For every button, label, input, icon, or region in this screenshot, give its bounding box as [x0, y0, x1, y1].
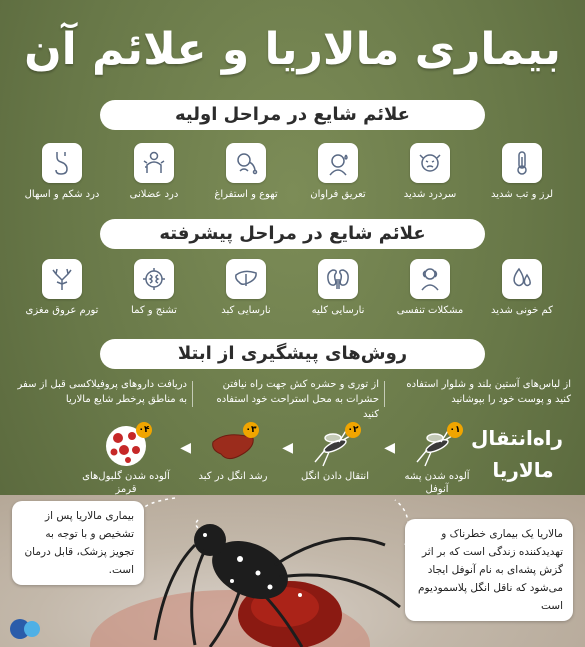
- step-label: آلوده شدن گلبول‌های قرمز: [82, 471, 170, 495]
- step-label: آلوده شدن پشه آنوفل: [404, 471, 470, 495]
- transmission-title-line: راه‌انتقال: [471, 426, 563, 450]
- vessels-icon: [42, 259, 82, 299]
- headache-icon: [410, 143, 450, 183]
- symptom-label: مشکلات تنفسی: [396, 305, 464, 316]
- prevention-item: از توری و حشره کش جهت راه نیافتن حشرات به محل استراحت خود استفاده کنید: [216, 379, 379, 420]
- arrow-icon: ◀: [384, 440, 395, 456]
- symptom-kidney: [293, 259, 383, 341]
- divider: [192, 381, 193, 407]
- symptom-seizure: [109, 259, 199, 341]
- definition-bubble: مالاریا یک بیماری خطرناک و تهدیدکننده زندگی است که بر اثر گزش پشه‌ای به نام آنوفل ایجاد می‌شود که ناقل انگل پلاسمودیوم است: [405, 519, 573, 621]
- symptom-label: سردرد شدید: [403, 189, 457, 200]
- liver-icon: [207, 422, 259, 468]
- symptom-vomiting: [201, 143, 291, 225]
- symptom-brain-vessels: [17, 259, 107, 341]
- symptom-muscle-pain: [109, 143, 199, 225]
- symptom-label: لرز و تب شدید: [490, 189, 554, 200]
- red-cells-icon: [100, 422, 152, 468]
- vomiting-icon: [226, 143, 266, 183]
- arrow-icon: ◀: [180, 440, 191, 456]
- symptom-label: نارسایی کبد: [221, 305, 271, 316]
- symptom-label: کم خونی شدید: [491, 305, 553, 316]
- sweating-icon: [318, 143, 358, 183]
- transmission-step-4: [81, 422, 171, 496]
- page-title: بیماری مالاریا و علائم آن: [24, 24, 561, 75]
- symptom-liver: [201, 259, 291, 341]
- transmission-step-3: [193, 422, 273, 483]
- symptom-breathing: [385, 259, 475, 341]
- step-number: ۰۱: [447, 422, 463, 438]
- symptom-stomach: [17, 143, 107, 225]
- mosquito-icon: [309, 422, 361, 468]
- transmission-step-2: [295, 422, 375, 483]
- early-symptoms-heading: علائم شایع در مراحل اولیه: [100, 100, 485, 130]
- early-symptoms-row: [18, 143, 567, 223]
- step-number: ۰۴: [136, 422, 152, 438]
- advanced-symptoms-heading: علائم شایع در مراحل پیشرفته: [100, 219, 485, 249]
- breathing-icon: [410, 259, 450, 299]
- blood-drop-icon: [502, 259, 542, 299]
- transmission-step-1: [397, 422, 477, 496]
- prevention-item: از لباس‌های آستین بلند و شلوار استفاده کنید و پوست خود را بپوشانید: [406, 379, 571, 405]
- step-number: ۰۲: [345, 422, 361, 438]
- symptom-headache: [385, 143, 475, 225]
- brain-icon: [134, 259, 174, 299]
- prevention-item: دریافت داروهای پروفیلاکسی قبل از سفر به مناطق پرخطر شایع مالاریا: [17, 379, 187, 405]
- symptom-label: تعریق فراوان: [310, 189, 366, 200]
- step-number: ۰۳: [243, 422, 259, 438]
- symptom-sweating: [293, 143, 383, 225]
- symptom-label: تشنج و کما: [131, 305, 177, 316]
- symptom-label: نارسایی کلیه: [311, 305, 365, 316]
- brand-logo: [6, 615, 46, 641]
- symptom-label: درد شکم و اسهال: [24, 189, 100, 200]
- step-label: رشد انگل در کبد: [198, 471, 268, 482]
- symptom-anemia: [477, 259, 567, 341]
- symptom-fever: [477, 143, 567, 225]
- transmission-title-line: مالاریا: [492, 458, 554, 482]
- symptom-label: درد عضلانی: [129, 189, 179, 200]
- liver-icon: [226, 259, 266, 299]
- arrow-icon: ◀: [282, 440, 293, 456]
- stomach-icon: [42, 143, 82, 183]
- divider: [384, 381, 385, 407]
- step-label: انتقال دادن انگل: [301, 471, 369, 482]
- transmission-title: [471, 422, 563, 486]
- symptom-label: تورم عروق مغزی: [25, 305, 99, 316]
- muscle-pain-icon: [134, 143, 174, 183]
- treatment-bubble: بیماری مالاریا پس از تشخیص و با توجه به تجویز پزشک، قابل درمان است.: [12, 501, 144, 585]
- kidney-icon: [318, 259, 358, 299]
- advanced-symptoms-row: [18, 259, 567, 339]
- prevention-heading: روش‌های پیشگیری از ابتلا: [100, 339, 485, 369]
- symptom-label: تهوع و استفراغ: [214, 189, 278, 200]
- thermometer-icon: [502, 143, 542, 183]
- mosquito-icon: [411, 422, 463, 468]
